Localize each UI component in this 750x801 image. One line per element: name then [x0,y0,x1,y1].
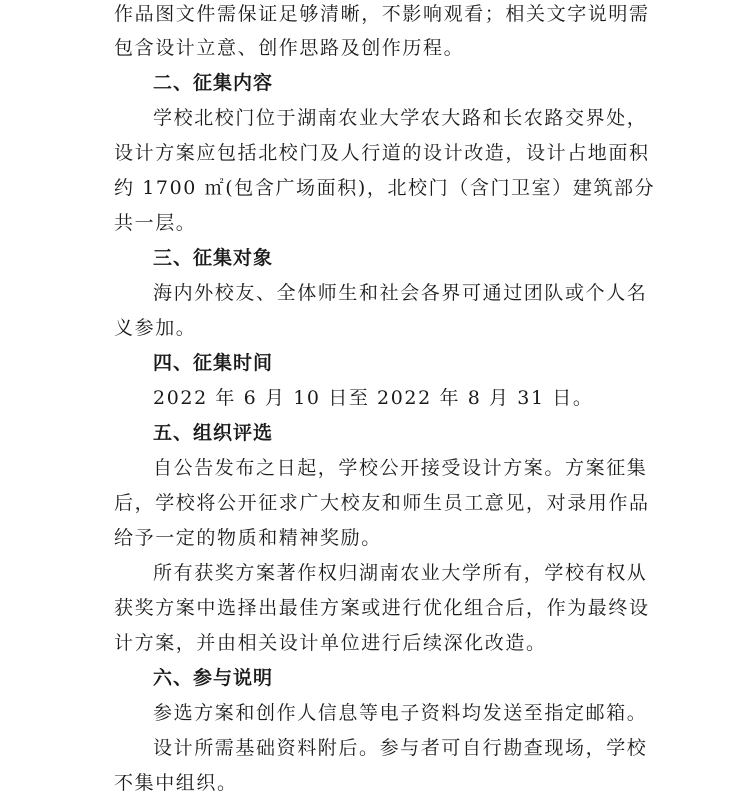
paragraph-line: 不集中组织。 [114,772,238,794]
section-heading-time: 四、征集时间 [153,352,274,374]
paragraph-line: 设计方案应包括北校门及人行道的设计改造，设计占地面积 [114,142,650,164]
paragraph-line: 参选方案和创作人信息等电子资料均发送至指定邮箱。 [153,702,648,724]
paragraph-line: 学校北校门位于湖南农业大学农大路和长农路交界处， [153,107,648,129]
paragraph-line: 义参加。 [114,317,197,339]
paragraph-line: 2022 年 6 月 10 日至 2022 年 8 月 31 日。 [153,387,594,409]
paragraph-line: 后，学校将公开征求广大校友和师生员工意见，对录用作品 [114,492,650,514]
paragraph-line: 设计所需基础资料附后。参与者可自行勘查现场，学校 [153,737,648,759]
intro-line-2: 包含设计立意、创作思路及创作历程。 [114,37,465,59]
paragraph-line: 共一层。 [114,212,197,234]
section-heading-participation: 六、参与说明 [153,667,274,689]
paragraph-line: 给予一定的物质和精神奖励。 [114,527,382,549]
paragraph-line: 自公告发布之日起，学校公开接受设计方案。方案征集 [153,457,648,479]
paragraph-line: 所有获奖方案著作权归湖南农业大学所有，学校有权从 [153,562,648,584]
section-heading-target: 三、征集对象 [153,247,274,269]
paragraph-line: 获奖方案中选择出最佳方案或进行优化组合后，作为最终设 [114,597,650,619]
paragraph-line: 约 1700 ㎡(包含广场面积)，北校门（含门卫室）建筑部分 [114,177,656,199]
intro-line-1: 作品图文件需保证足够清晰，不影响观看；相关文字说明需 [114,3,650,25]
paragraph-line: 海内外校友、全体师生和社会各界可通过团队或个人名 [153,282,648,304]
section-heading-selection: 五、组织评选 [153,422,274,444]
paragraph-line: 计方案，并由相关设计单位进行后续深化改造。 [114,632,547,654]
section-heading-content: 二、征集内容 [153,72,274,94]
